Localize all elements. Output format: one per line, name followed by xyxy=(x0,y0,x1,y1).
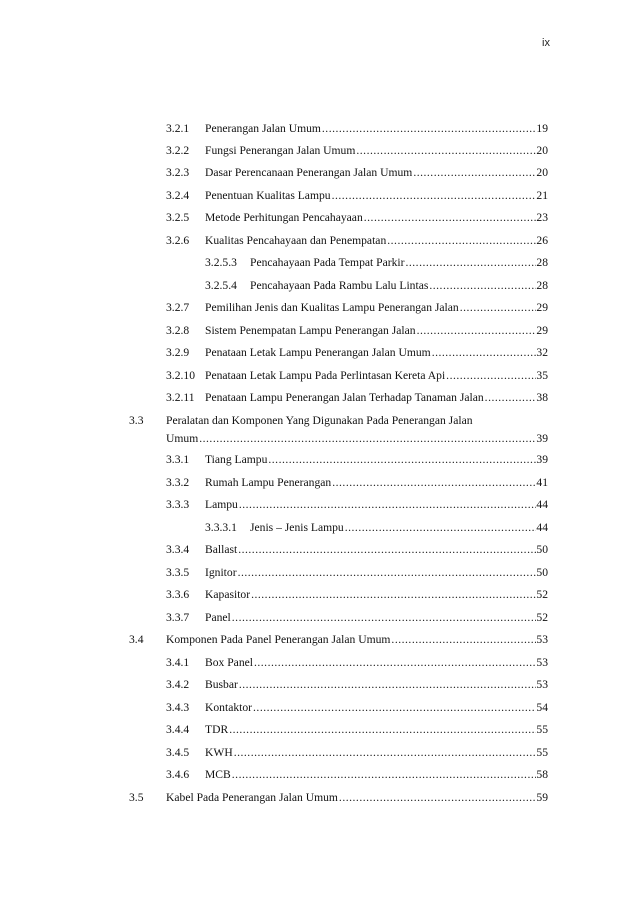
toc-entry-title: Komponen Pada Panel Penerangan Jalan Umum xyxy=(166,633,391,646)
toc-entry-title: Kontaktor xyxy=(205,701,253,714)
toc-entry-title: Busbar xyxy=(205,678,238,691)
toc-entry-page: 19 xyxy=(536,122,548,135)
toc-entry-number: 3.2.6 xyxy=(166,234,190,247)
toc-leader-dots xyxy=(485,388,537,408)
toc-entry-number: 3.2.10 xyxy=(166,369,195,382)
toc-entry[interactable] xyxy=(0,698,638,718)
toc-entry-title: Penentuan Kualitas Lampu xyxy=(205,189,331,202)
toc-entry-page: 50 xyxy=(536,566,548,579)
toc-entry-page: 29 xyxy=(536,324,548,337)
toc-leader-dots xyxy=(446,366,536,386)
toc-entry[interactable] xyxy=(0,276,638,296)
toc-entry-title: Ballast xyxy=(205,543,238,556)
toc-leader-dots xyxy=(332,186,537,206)
page-number: ix xyxy=(542,37,550,49)
toc-entry-title: KWH xyxy=(205,746,233,759)
toc-leader-dots xyxy=(238,540,536,560)
toc-entry[interactable] xyxy=(0,343,638,363)
toc-entry-page: 53 xyxy=(536,678,548,691)
toc-entry-number: 3.2.7 xyxy=(166,301,190,314)
toc-leader-dots xyxy=(199,429,536,449)
toc-entry-title: Penataan Letak Lampu Penerangan Jalan Umum xyxy=(205,346,431,359)
toc-entry-page: 39 xyxy=(536,453,548,466)
toc-entry-title: Tiang Lampu xyxy=(205,453,268,466)
toc-entry-page: 58 xyxy=(536,768,548,781)
toc-entry-number: 3.3.2 xyxy=(166,476,190,489)
toc-entry-page: 53 xyxy=(536,633,548,646)
toc-entry-number: 3.2.1 xyxy=(166,122,190,135)
toc-leader-dots xyxy=(268,450,536,470)
toc-entry-page: 28 xyxy=(536,279,548,292)
toc-entry-number: 3.3.3 xyxy=(166,498,190,511)
toc-entry-page: 59 xyxy=(536,791,548,804)
toc-leader-dots xyxy=(332,473,536,493)
toc-entry[interactable] xyxy=(0,141,638,161)
toc-entry-number: 3.2.11 xyxy=(166,391,195,404)
toc-entry-page: 44 xyxy=(536,498,548,511)
toc-entry[interactable] xyxy=(0,630,638,650)
toc-leader-dots xyxy=(232,608,537,628)
toc-entry-title: TDR xyxy=(205,723,229,736)
toc-entry-title: MCB xyxy=(205,768,231,781)
toc-entry-title: Panel xyxy=(205,611,231,624)
toc-entry-page: 28 xyxy=(536,256,548,269)
toc-entry[interactable] xyxy=(0,540,638,560)
toc-entry-number: 3.2.3 xyxy=(166,166,190,179)
toc-entry-page: 20 xyxy=(536,144,548,157)
toc-leader-dots xyxy=(405,253,536,273)
toc-leader-dots xyxy=(364,208,537,228)
toc-entry-number: 3.4.2 xyxy=(166,678,190,691)
toc-entry-title: Ignitor xyxy=(205,566,237,579)
toc-entry[interactable] xyxy=(0,298,638,318)
toc-entry-title: Kabel Pada Penerangan Jalan Umum xyxy=(166,791,338,804)
toc-entry-page: 38 xyxy=(536,391,548,404)
toc-entry-title: Kualitas Pencahayaan dan Penempatan xyxy=(205,234,387,247)
toc-entry-title: Rumah Lampu Penerangan xyxy=(205,476,332,489)
toc-entry[interactable] xyxy=(0,119,638,139)
toc-entry[interactable] xyxy=(0,473,638,493)
toc-entry[interactable] xyxy=(0,585,638,605)
toc-leader-dots xyxy=(254,653,536,673)
toc-entry-number: 3.2.5.3 xyxy=(205,256,237,269)
toc-entry-page: 35 xyxy=(536,369,548,382)
toc-entry-page: 52 xyxy=(536,611,548,624)
toc-entry[interactable] xyxy=(0,608,638,628)
toc-entry[interactable] xyxy=(0,253,638,273)
toc-leader-dots xyxy=(238,563,537,583)
toc-entry[interactable] xyxy=(0,186,638,206)
toc-entry-page: 55 xyxy=(536,746,548,759)
toc-entry-page: 26 xyxy=(536,234,548,247)
toc-entry-page: 52 xyxy=(536,588,548,601)
toc-entry-page: 21 xyxy=(536,189,548,202)
toc-entry-title: Fungsi Penerangan Jalan Umum xyxy=(205,144,356,157)
toc-entry-number: 3.4.4 xyxy=(166,723,190,736)
toc-entry-title: Pemilihan Jenis dan Kualitas Lampu Penerangan Jalan xyxy=(205,301,459,314)
toc-entry[interactable] xyxy=(0,788,638,808)
toc-entry-number: 3.4.1 xyxy=(166,656,190,669)
toc-entry-page: 50 xyxy=(536,543,548,556)
toc-leader-dots xyxy=(413,163,536,183)
toc-entry[interactable] xyxy=(0,231,638,251)
toc-entry-title: Pencahayaan Pada Rambu Lalu Lintas xyxy=(250,279,429,292)
toc-leader-dots xyxy=(234,743,537,763)
toc-entry-page: 44 xyxy=(536,521,548,534)
toc-entry[interactable] xyxy=(0,765,638,785)
toc-leader-dots xyxy=(345,518,537,538)
toc-entry[interactable] xyxy=(0,495,638,515)
toc-entry-number: 3.3.5 xyxy=(166,566,190,579)
toc-entry-number: 3.3.3.1 xyxy=(205,521,237,534)
toc-leader-dots xyxy=(239,675,537,695)
toc-entry-number: 3.4 xyxy=(129,633,144,646)
toc-entry[interactable] xyxy=(0,366,638,386)
toc-entry-number: 3.2.4 xyxy=(166,189,190,202)
toc-leader-dots xyxy=(460,298,537,318)
toc-entry-title: Box Panel xyxy=(205,656,253,669)
toc-leader-dots xyxy=(417,321,537,341)
toc-entry-title: Lampu xyxy=(205,498,238,511)
toc-entry-page: 29 xyxy=(536,301,548,314)
toc-entry-title-line1: Peralatan dan Komponen Yang Digunakan Pada Penerangan Jalan xyxy=(166,414,473,427)
toc-leader-dots xyxy=(339,788,536,808)
toc-leader-dots xyxy=(322,119,537,139)
toc-entry[interactable] xyxy=(0,321,638,341)
toc-entry-page: 55 xyxy=(536,723,548,736)
toc-entry-title: Penataan Lampu Penerangan Jalan Terhadap Tanaman Jalan xyxy=(205,391,484,404)
toc-leader-dots xyxy=(251,585,536,605)
toc-entry-page: 32 xyxy=(536,346,548,359)
toc-entry[interactable] xyxy=(0,388,638,408)
toc-entry-title: Jenis – Jenis Lampu xyxy=(250,521,344,534)
toc-entry[interactable] xyxy=(0,208,638,228)
toc-entry-number: 3.2.9 xyxy=(166,346,190,359)
toc-entry[interactable] xyxy=(0,518,638,538)
toc-entry-number: 3.3.6 xyxy=(166,588,190,601)
toc-entry-number: 3.5 xyxy=(129,791,144,804)
toc-entry-number: 3.2.8 xyxy=(166,324,190,337)
toc-entry-title: Kapasitor xyxy=(205,588,251,601)
toc-entry-number: 3.2.5.4 xyxy=(205,279,237,292)
toc-entry[interactable] xyxy=(0,411,638,451)
toc-entry-number: 3.4.3 xyxy=(166,701,190,714)
toc-entry[interactable] xyxy=(0,720,638,740)
toc-entry-title: Penerangan Jalan Umum xyxy=(205,122,321,135)
toc-entry-number: 3.3 xyxy=(129,414,144,427)
toc-entry-title: Umum xyxy=(166,432,199,445)
toc-entry-page: 39 xyxy=(536,432,548,445)
toc-entry-number: 3.3.4 xyxy=(166,543,190,556)
toc-entry-page: 41 xyxy=(536,476,548,489)
toc-entry[interactable] xyxy=(0,653,638,673)
toc-entry[interactable] xyxy=(0,675,638,695)
toc-entry-title: Dasar Perencanaan Penerangan Jalan Umum xyxy=(205,166,413,179)
toc-leader-dots xyxy=(391,630,536,650)
toc-leader-dots xyxy=(387,231,536,251)
toc-entry-title: Sistem Penempatan Lampu Penerangan Jalan xyxy=(205,324,416,337)
toc-entry-number: 3.4.6 xyxy=(166,768,190,781)
toc-entry-page: 54 xyxy=(536,701,548,714)
toc-entry-number: 3.3.7 xyxy=(166,611,190,624)
toc-entry[interactable] xyxy=(0,450,638,470)
toc-leader-dots xyxy=(253,698,536,718)
toc-entry-number: 3.3.1 xyxy=(166,453,190,466)
toc-entry-title: Metode Perhitungan Pencahayaan xyxy=(205,211,363,224)
toc-entry[interactable] xyxy=(0,743,638,763)
toc-entry-page: 23 xyxy=(536,211,548,224)
toc-entry[interactable] xyxy=(0,163,638,183)
toc-leader-dots xyxy=(239,495,537,515)
toc-entry[interactable] xyxy=(0,563,638,583)
toc-entry-number: 3.4.5 xyxy=(166,746,190,759)
toc-entry-number: 3.2.2 xyxy=(166,144,190,157)
toc-leader-dots xyxy=(229,720,536,740)
toc-leader-dots xyxy=(356,141,536,161)
toc-entry-title: Penataan Letak Lampu Pada Perlintasan Kereta Api xyxy=(205,369,446,382)
toc-leader-dots xyxy=(232,765,537,785)
toc-leader-dots xyxy=(432,343,537,363)
toc-entry-number: 3.2.5 xyxy=(166,211,190,224)
toc-entry-page: 53 xyxy=(536,656,548,669)
toc-entry-page: 20 xyxy=(536,166,548,179)
toc-leader-dots xyxy=(429,276,536,296)
toc-entry-title: Pencahayaan Pada Tempat Parkir xyxy=(250,256,405,269)
